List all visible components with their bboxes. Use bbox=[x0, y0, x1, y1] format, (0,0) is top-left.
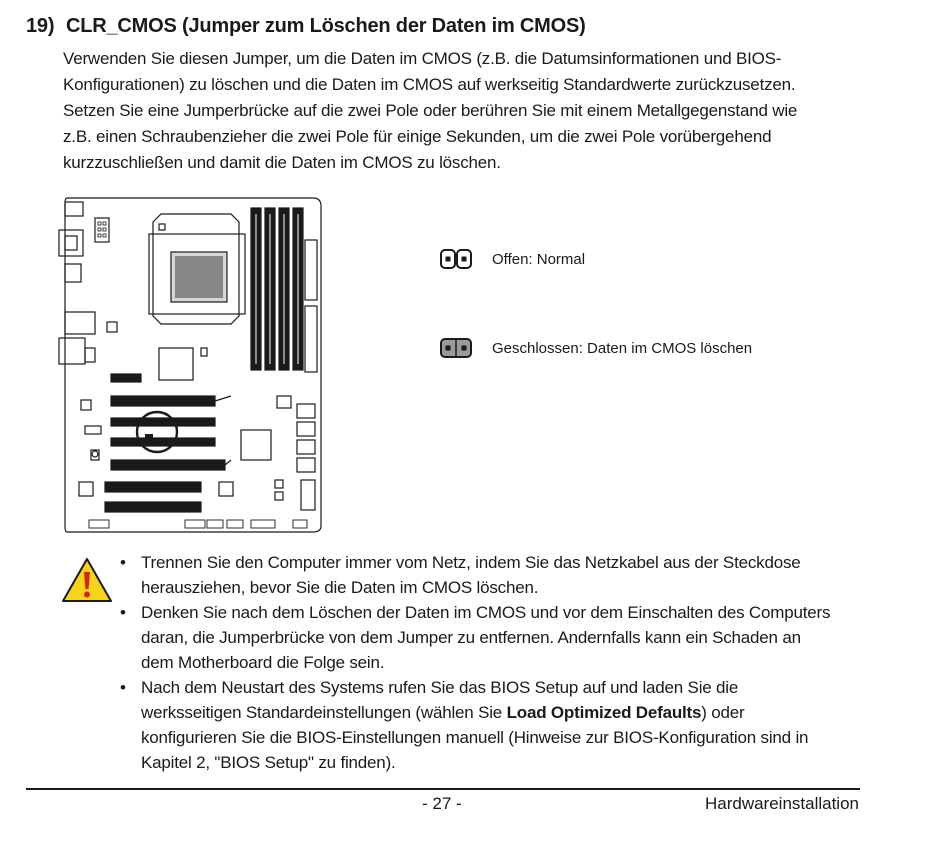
jumper-closed-icon bbox=[440, 338, 472, 358]
section-heading bbox=[26, 15, 586, 38]
intro-paragraph bbox=[63, 46, 863, 176]
legend-open-label: Offen: Normal bbox=[492, 250, 586, 268]
list-item: • Trennen Sie den Computer immer vom Netz, indem Sie das Netzkabel aus der Steckdose herausziehen, bevor Sie die Daten im CMOS löschen. bbox=[118, 550, 870, 600]
legend-closed-label: Geschlossen: Daten im CMOS löschen bbox=[492, 339, 753, 357]
intro-line: Verwenden Sie diesen Jumper, um die Daten im CMOS (z.B. die Datumsinformationen und BIOS- bbox=[63, 49, 782, 68]
section-title: CLR_CMOS (Jumper zum Löschen der Daten im CMOS) bbox=[66, 15, 586, 37]
intro-line: kurzzuschließen und damit die Daten im CMOS zu löschen. bbox=[63, 153, 501, 172]
section-number: 19) bbox=[26, 15, 55, 37]
motherboard-diagram bbox=[55, 196, 323, 534]
warning-notes-list bbox=[118, 550, 870, 775]
list-item: • Denken Sie nach dem Löschen der Daten im CMOS und vor dem Einschalten des Computers daran, die Jumperbrücke von dem Jumper zu entfernen. Andernfalls kann ein Schaden an dem Motherboard die Folge sein. bbox=[118, 600, 870, 675]
jumper-open-icon bbox=[440, 249, 472, 269]
intro-line: Konfigurationen) zu löschen und die Daten im CMOS auf werkseitig Standardwerte zurückzusetzen. bbox=[63, 75, 796, 94]
list-item: • Nach dem Neustart des Systems rufen Sie das BIOS Setup auf und laden Sie die werksseitigen Standardeinstellungen (wählen Sie Load Optimized Defaults) oder konfigurieren Sie die BIOS-Einstellungen manuell (Hinweise zur BIOS-Konfiguration sind in Kapitel 2, "BIOS Setup" zu finden). bbox=[118, 675, 870, 775]
legend-closed bbox=[440, 337, 752, 359]
intro-line: Setzen Sie eine Jumperbrücke auf die zwei Pole oder berühren Sie mit einem Metallgegenstand wie bbox=[63, 101, 798, 120]
intro-line: z.B. einen Schraubenzieher die zwei Pole für einige Sekunden, um die zwei Pole vorübergehend bbox=[63, 127, 772, 146]
page-number: - 27 - bbox=[422, 794, 462, 813]
footer-divider bbox=[26, 788, 860, 790]
footer-section-name: Hardwareinstallation bbox=[704, 794, 859, 813]
load-optimized-defaults-term: Load Optimized Defaults bbox=[506, 703, 702, 722]
warning-triangle-icon bbox=[60, 556, 114, 604]
legend-open bbox=[440, 248, 585, 270]
